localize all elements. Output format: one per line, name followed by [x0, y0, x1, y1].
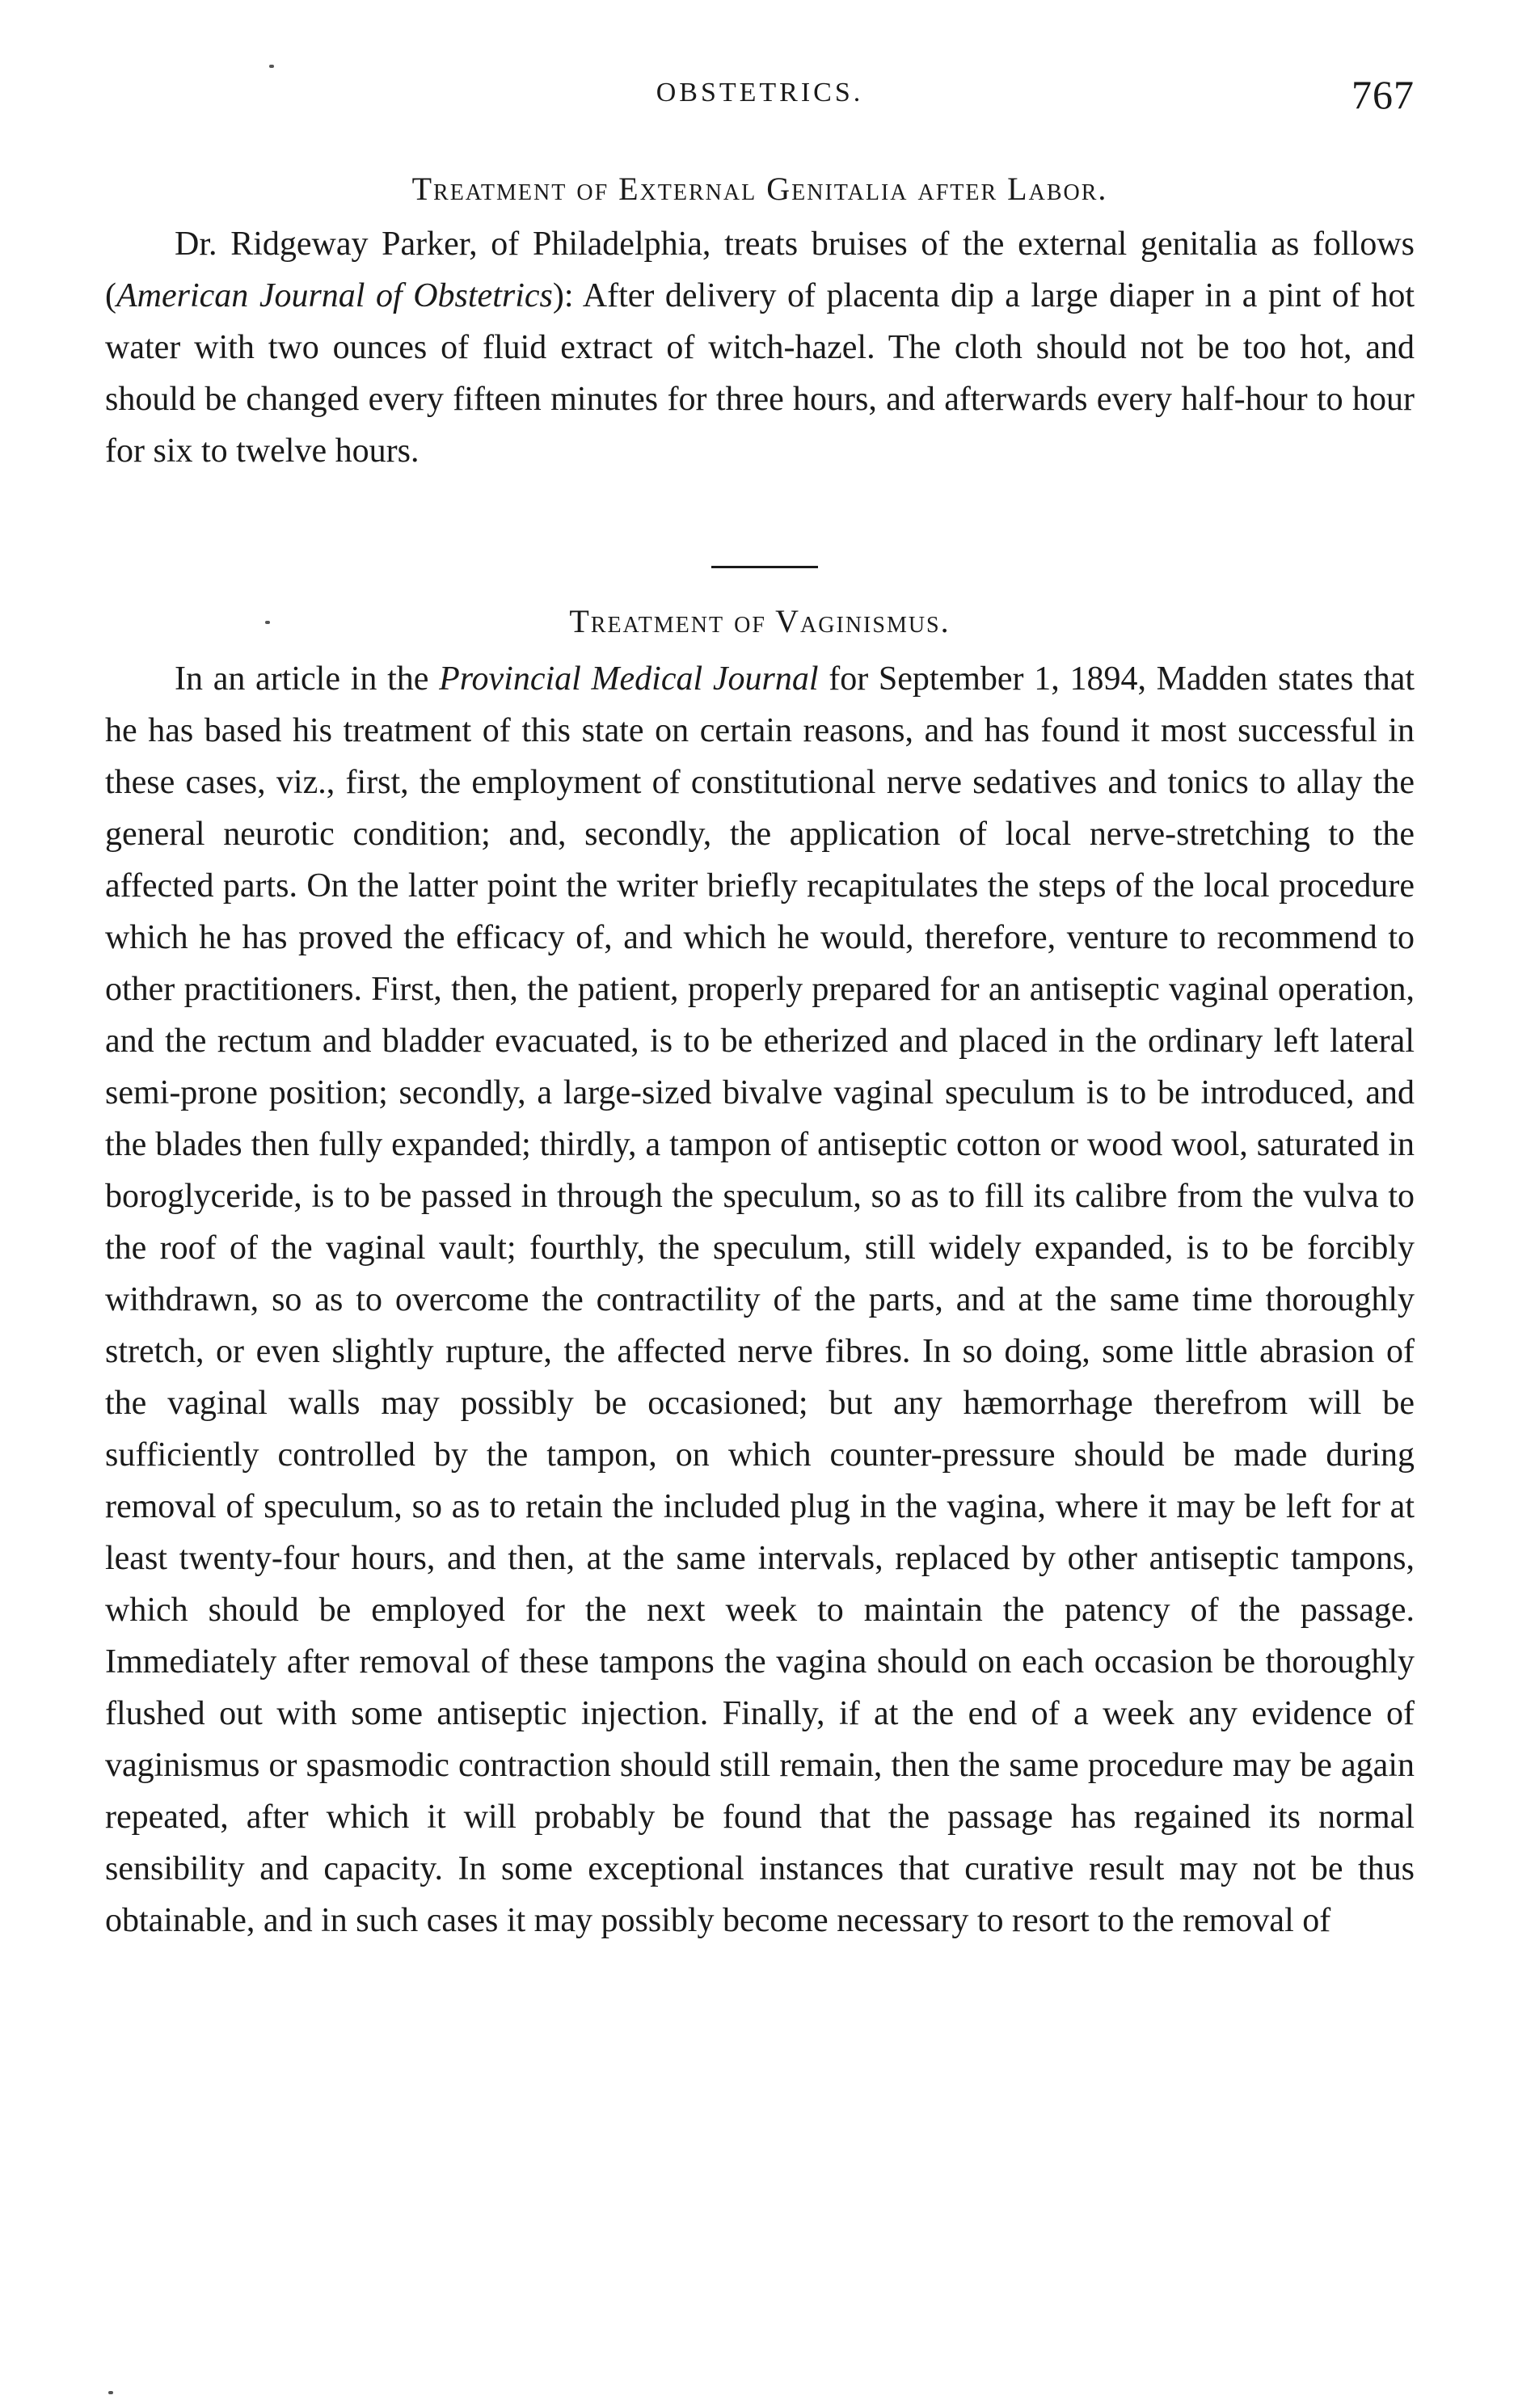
- paragraph-external-genitalia: [105, 218, 1415, 477]
- section-body-vaginismus: [105, 653, 1415, 1946]
- page-number: 767: [1351, 72, 1415, 117]
- section-body-external-genitalia: [105, 218, 1415, 477]
- journal-citation: Provincial Medical Journal: [439, 660, 819, 698]
- running-title: OBSTETRICS.: [656, 78, 864, 108]
- text-before-citation: Dr. Ridgeway Parker, of Philadelphia, treats bruises of the external genitalia as follows (: [105, 226, 1415, 314]
- print-speck: [108, 2391, 113, 2394]
- print-speck: [269, 65, 274, 68]
- section-heading-vaginismus: Treatment of Vaginismus.: [569, 603, 951, 639]
- section-divider-rule: [711, 566, 818, 568]
- text-before-citation: In an article in the: [175, 660, 440, 698]
- section-heading-external-genitalia: Treatment of External Genitalia after Labor.: [411, 171, 1108, 207]
- paragraph-vaginismus: [105, 653, 1415, 1946]
- running-head: [105, 71, 1415, 120]
- text-after-citation: ): After delivery of placenta dip a large diaper in a pint of hot water with two ounces of fluid extract of witch-hazel. The cloth should not be too hot, and should be changed every fifteen minutes for three hours, and afterwards every half-hour to hour for six to twelve hours.: [105, 277, 1415, 470]
- text-after-citation: for September 1, 1894, Madden states that he has based his treatment of this state on certain reasons, and has found it most successful in these cases, viz., first, the employment of constitutional nerve sedatives and tonics to allay the general neurotic condition; and, secondly, the application of local nerve-stretching to the affected parts. On the latter point the writer briefly recapitulates the steps of the local procedure which he has proved the efficacy of, and which he would, therefore, venture to recommend to other practitioners. First, then, the patient, properly prepared for an antiseptic vaginal operation, and the rectum and bladder evacuated, is to be etherized and placed in the ordinary left lateral semi-prone position; secondly, a large-sized bivalve vaginal speculum is to be introduced, and the blades then fully expanded; thirdly, a tampon of antiseptic cotton or wood wool, saturated in boroglyceride, is to be passed in through the speculum, so as to fill its calibre from the vulva to the roof of the vaginal vault; fourthly, the speculum, still widely expanded, is to be forcibly withdrawn, so as to overcome the contractility of the parts, and at the same time thoroughly stretch, or even slightly rupture, the affected nerve fibres. In so doing, some little abrasion of the vaginal walls may possibly be occasioned; but any hæmorrhage therefrom will be sufficiently controlled by the tampon, on which counter-pressure should be made during removal of speculum, so as to retain the included plug in the vagina, where it may be left for at least twenty-four hours, and then, at the same intervals, replaced by other antiseptic tampons, which should be employed for the next week to maintain the patency of the passage. Immediately after removal of these tampons the vagina should on each occasion be thoroughly flushed out with some antiseptic injection. Finally, if at the end of a week any evidence of vaginismus or spasmodic contraction should still remain, then the same procedure may be again repeated, after which it will probably be found that the passage has regained its normal sensibility and capacity. In some exceptional instances that curative result may not be thus obtainable, and in such cases it may possibly become necessary to resort to the removal of: [105, 660, 1415, 1939]
- journal-citation: American Journal of Obstetrics: [116, 277, 553, 314]
